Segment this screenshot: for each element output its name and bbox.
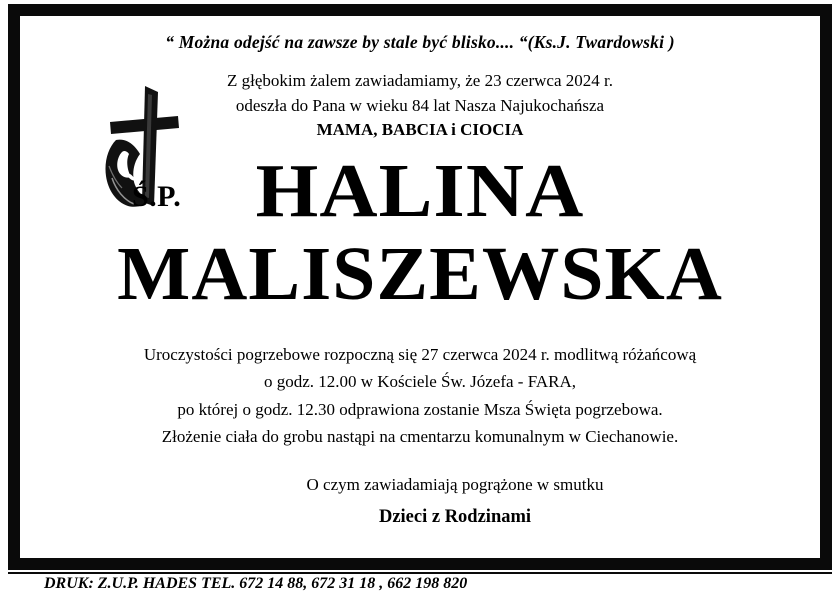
relation-line: MAMA, BABCIA i CIOCIA (316, 120, 524, 140)
deceased-first-name: HALINA (255, 148, 585, 233)
closing-block (42, 475, 798, 528)
intro-block (42, 69, 798, 143)
printer-divider (8, 572, 832, 574)
ceremony-line-4: Złożenie ciała do grobu nastąpi na cmentarzu komunalnym w Ciechanowie. (161, 427, 679, 447)
ceremony-line-1: Uroczystości pogrzebowe rozpoczną się 27 czerwca 2024 r. modlitwą różańcową (143, 344, 697, 364)
ceremony-line-3: po której o godz. 12.30 odprawiona zostanie Msza Święta pogrzebowa. (177, 399, 663, 419)
ceremony-details (42, 341, 798, 451)
deceased-name (42, 148, 798, 316)
intro-line-2: odeszła do Pana w wieku 84 lat Nasza Najukochańsza (235, 95, 605, 115)
ceremony-line-2: o godz. 12.00 w Kościele Św. Józefa - FARA, (263, 372, 577, 392)
obituary-inner-panel (18, 14, 822, 560)
printer-credit-text: DRUK: Z.U.P. HADES TEL. 672 14 88, 672 31 18 , 662 198 820 (44, 574, 468, 592)
deceased-last-name: MALISZEWSKA (117, 231, 723, 316)
obituary-frame (8, 4, 832, 570)
intro-line-1: Z głębokim żalem zawiadamiamy, że 23 czerwca 2024 r. (227, 71, 613, 90)
signature-line: Dzieci z Rodzinami (378, 506, 532, 527)
quotation-text: “ Można odejść na zawsze by stale być blisko.... “(Ks.J. Twardowski ) (165, 32, 675, 52)
printer-credit-bar (8, 572, 832, 592)
sp-abbreviation: Ś.P. (132, 180, 182, 213)
closing-line: O czym zawiadamiają pogrążone w smutku (306, 474, 604, 494)
